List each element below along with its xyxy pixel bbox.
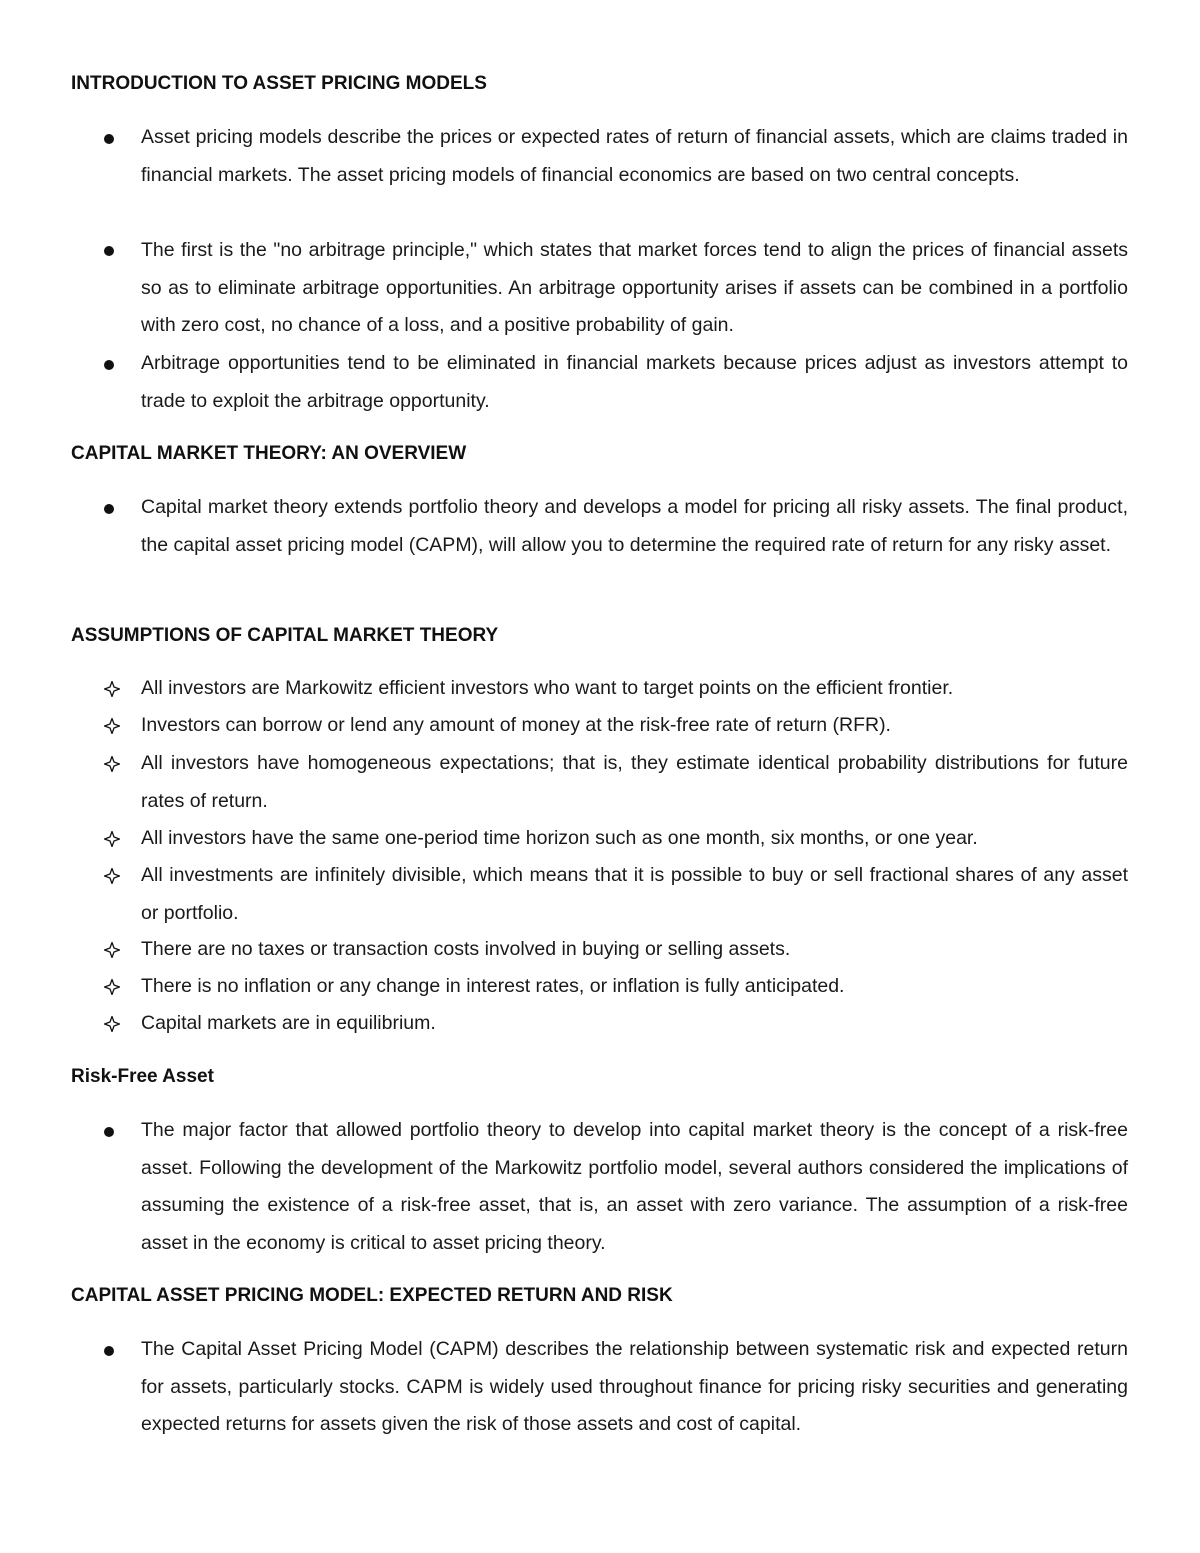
diamond-bullet-icon (104, 718, 120, 734)
section-heading-capital-market-theory: CAPITAL MARKET THEORY: AN OVERVIEW (71, 443, 467, 464)
list-item: The Capital Asset Pricing Model (CAPM) describes the relationship between systematic risk and expected return for assets, particularly stocks. CAPM is widely used throughout finance for pricing risky securities and generating expected returns for assets given the risk of those assets and cost of capital. (141, 1338, 1128, 1435)
list-item: All investors have the same one-period time horizon such as one month, six months, or one year. (141, 827, 978, 849)
list-item: The first is the "no arbitrage principle," which states that market forces tend to align the prices of financial assets so as to eliminate arbitrage opportunities. An arbitrage opportunity arises if assets can be combined in a portfolio with zero cost, no chance of a loss, and a positive probability of gain. (141, 239, 1128, 336)
list-item: Investors can borrow or lend any amount of money at the risk-free rate of return (RFR). (141, 714, 891, 736)
diamond-bullet-icon (104, 868, 120, 884)
diamond-bullet-icon (104, 831, 120, 847)
list-item: All investments are infinitely divisible, which means that it is possible to buy or sell fractional shares of any asset or portfolio. (141, 864, 1128, 924)
list-item: Capital markets are in equilibrium. (141, 1012, 436, 1034)
list-item: Arbitrage opportunities tend to be eliminated in financial markets because prices adjust as investors attempt to trade to exploit the arbitrage opportunity. (141, 352, 1128, 412)
section-heading-assumptions: ASSUMPTIONS OF CAPITAL MARKET THEORY (71, 625, 499, 646)
bullet-icon (104, 246, 114, 256)
bullet-icon (104, 1346, 114, 1356)
diamond-bullet-icon (104, 756, 120, 772)
list-item: Asset pricing models describe the prices or expected rates of return of financial assets, which are claims traded in financial markets. The asset pricing models of financial economics are based on two central concepts. (141, 126, 1128, 186)
bullet-icon (104, 1127, 114, 1137)
diamond-bullet-icon (104, 1016, 120, 1032)
bullet-icon (104, 134, 114, 144)
diamond-bullet-icon (104, 979, 120, 995)
list-item: All investors are Markowitz efficient investors who want to target points on the efficient frontier. (141, 677, 954, 699)
list-item: Capital market theory extends portfolio theory and develops a model for pricing all risky assets. The final product, the capital asset pricing model (CAPM), will allow you to determine the required rate of return for any risky asset. (141, 496, 1128, 556)
section-heading-asset-pricing: INTRODUCTION TO ASSET PRICING MODELS (71, 73, 487, 94)
list-item: The major factor that allowed portfolio theory to develop into capital market theory is the concept of a risk-free asset. Following the development of the Markowitz portfolio model, several authors considered the implications of assuming the existence of a risk-free asset, that is, an asset with zero variance. The assumption of a risk-free asset in the economy is critical to asset pricing theory. (141, 1119, 1128, 1254)
list-item: All investors have homogeneous expectations; that is, they estimate identical probability distributions for future rates of return. (141, 752, 1128, 812)
diamond-bullet-icon (104, 942, 120, 958)
bullet-icon (104, 360, 114, 370)
section-heading-risk-free-asset: Risk-Free Asset (71, 1066, 214, 1087)
list-item: There is no inflation or any change in interest rates, or inflation is fully anticipated. (141, 975, 845, 997)
list-item: There are no taxes or transaction costs involved in buying or selling assets. (141, 938, 791, 960)
section-heading-capm: CAPITAL ASSET PRICING MODEL: EXPECTED RETURN AND RISK (71, 1285, 673, 1306)
bullet-icon (104, 504, 114, 514)
diamond-bullet-icon (104, 681, 120, 697)
